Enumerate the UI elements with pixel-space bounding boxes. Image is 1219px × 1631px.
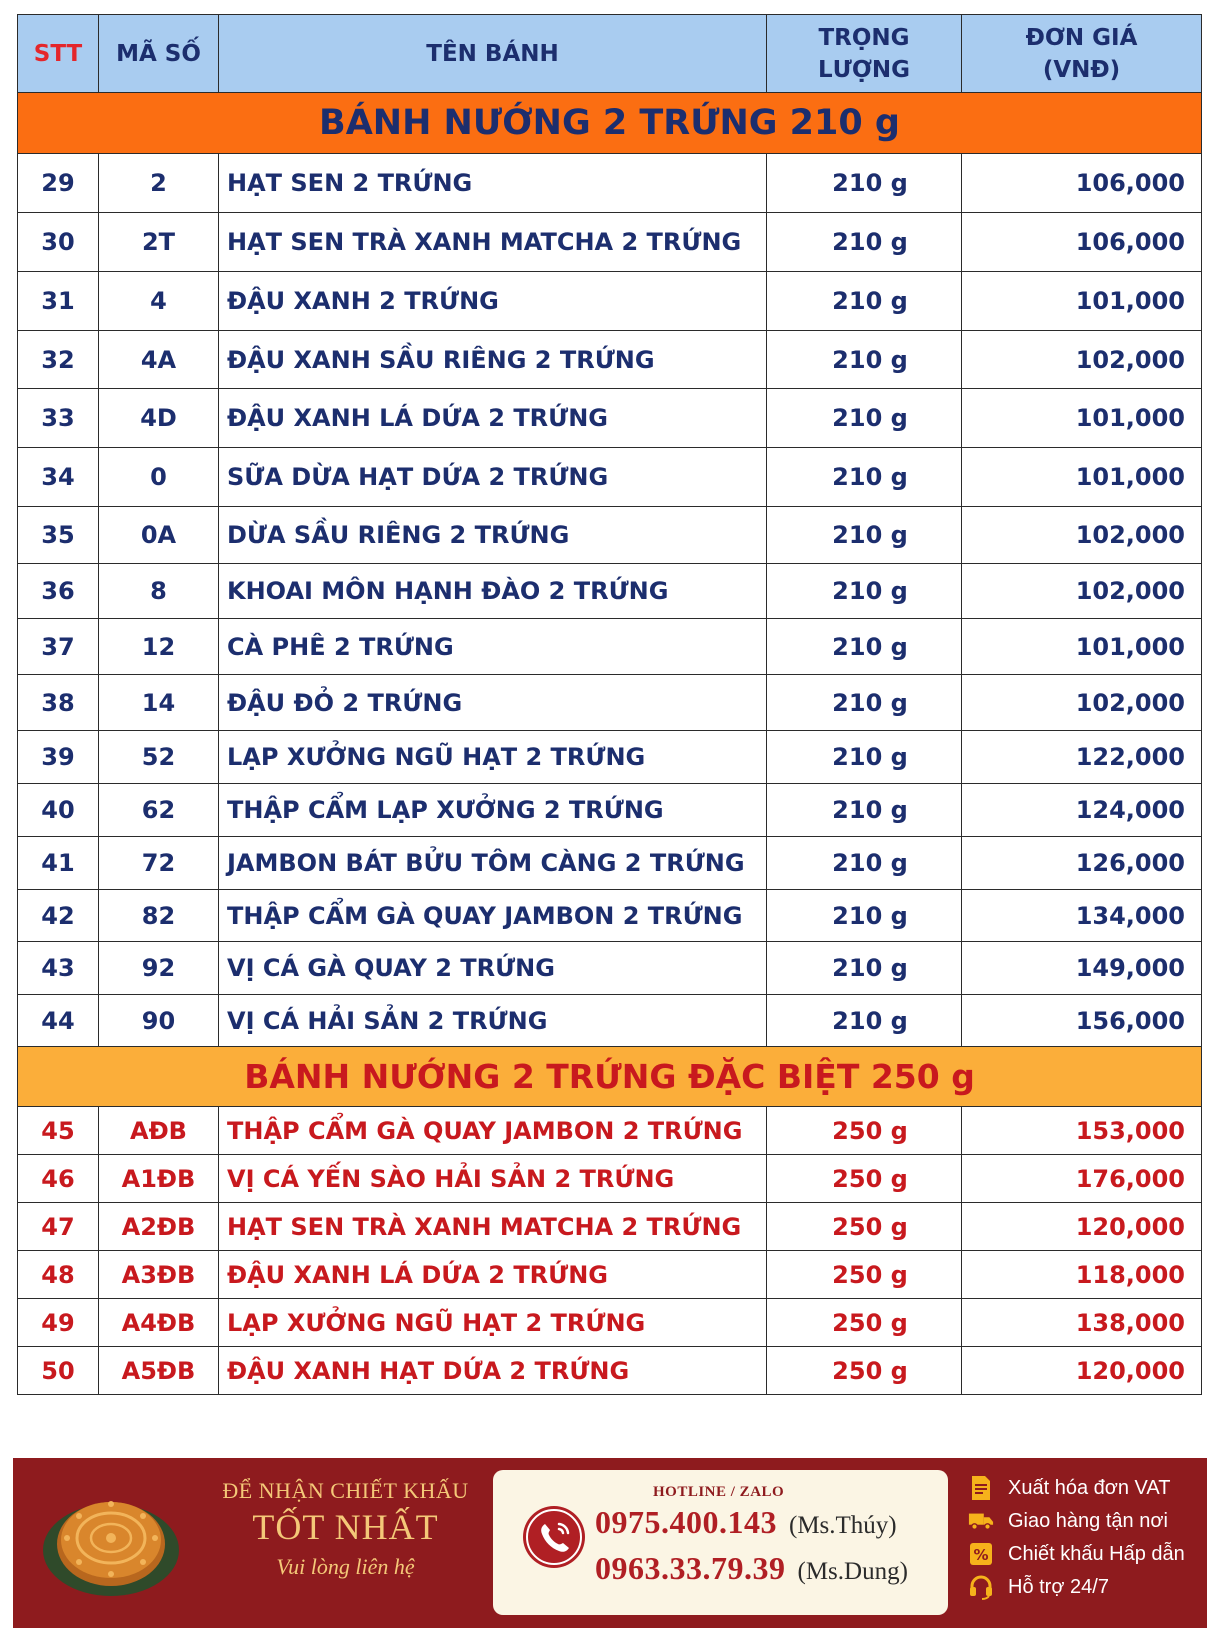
cell-name: VỊ CÁ YẾN SÀO HẢI SẢN 2 TRỨNG <box>219 1155 767 1203</box>
cell-code: 2 <box>99 154 219 213</box>
contact-card <box>493 1470 948 1615</box>
cell-code: 90 <box>99 995 219 1047</box>
cell-code: 0A <box>99 507 219 564</box>
cell-name: THẬP CẨM GÀ QUAY JAMBON 2 TRỨNG <box>219 890 767 942</box>
section2-title: BÁNH NƯỚNG 2 TRỨNG ĐẶC BIỆT 250 g <box>18 1047 1202 1107</box>
cell-stt: 47 <box>18 1203 99 1251</box>
cell-stt: 29 <box>18 154 99 213</box>
cell-stt: 41 <box>18 837 99 890</box>
phone-icon <box>523 1506 585 1568</box>
table-row <box>18 331 1202 389</box>
cell-stt: 32 <box>18 331 99 389</box>
cell-code: 82 <box>99 890 219 942</box>
cell-code: 72 <box>99 837 219 890</box>
table-row <box>18 564 1202 619</box>
table-row <box>18 995 1202 1047</box>
cell-name: SỮA DỪA HẠT DỨA 2 TRỨNG <box>219 448 767 507</box>
cell-price: 102,000 <box>962 564 1202 619</box>
cell-price: 120,000 <box>962 1347 1202 1395</box>
cell-stt: 43 <box>18 942 99 995</box>
cell-code: A2ĐB <box>99 1203 219 1251</box>
cell-name: HẠT SEN TRÀ XANH MATCHA 2 TRỨNG <box>219 213 767 272</box>
cell-code: 4A <box>99 331 219 389</box>
phone-number[interactable]: 0975.400.143 <box>595 1504 777 1540</box>
cell-price: 134,000 <box>962 890 1202 942</box>
cell-name: LẠP XƯỞNG NGŨ HẠT 2 TRỨNG <box>219 1299 767 1347</box>
table-row <box>18 1299 1202 1347</box>
cell-weight: 250 g <box>767 1107 962 1155</box>
cell-code: 4 <box>99 272 219 331</box>
header-code: MÃ SỐ <box>99 15 219 93</box>
cell-price: 101,000 <box>962 619 1202 675</box>
cell-weight: 210 g <box>767 890 962 942</box>
cell-name: ĐẬU ĐỎ 2 TRỨNG <box>219 675 767 731</box>
cell-stt: 45 <box>18 1107 99 1155</box>
cell-name: LẠP XƯỞNG NGŨ HẠT 2 TRỨNG <box>219 731 767 784</box>
header-weight <box>767 15 962 93</box>
cell-code: 12 <box>99 619 219 675</box>
header-price <box>962 15 1202 93</box>
cell-name: HẠT SEN 2 TRỨNG <box>219 154 767 213</box>
service-item <box>968 1571 1203 1603</box>
cell-weight: 210 g <box>767 507 962 564</box>
cell-weight: 210 g <box>767 389 962 448</box>
table-row <box>18 213 1202 272</box>
cell-stt: 40 <box>18 784 99 837</box>
phone-row <box>595 1504 897 1541</box>
table-row <box>18 1107 1202 1155</box>
cell-stt: 33 <box>18 389 99 448</box>
table-row <box>18 784 1202 837</box>
cell-code: A5ĐB <box>99 1347 219 1395</box>
cell-price: 101,000 <box>962 448 1202 507</box>
footer-banner <box>13 1458 1207 1628</box>
cell-weight: 210 g <box>767 837 962 890</box>
svg-text:%: % <box>973 1546 989 1564</box>
cell-stt: 46 <box>18 1155 99 1203</box>
service-item <box>968 1472 1203 1504</box>
delivery-truck-icon <box>968 1508 994 1534</box>
cell-stt: 37 <box>18 619 99 675</box>
section1-title: BÁNH NƯỚNG 2 TRỨNG 210 g <box>18 93 1202 154</box>
table-header-row <box>18 15 1202 93</box>
table-row <box>18 1155 1202 1203</box>
table-row <box>18 389 1202 448</box>
cell-code: 8 <box>99 564 219 619</box>
cell-stt: 36 <box>18 564 99 619</box>
cell-name: ĐẬU XANH SẦU RIÊNG 2 TRỨNG <box>219 331 767 389</box>
invoice-icon <box>968 1475 994 1501</box>
cell-price: 138,000 <box>962 1299 1202 1347</box>
cell-code: 92 <box>99 942 219 995</box>
cell-name: ĐẬU XANH HẠT DỨA 2 TRỨNG <box>219 1347 767 1395</box>
cell-price: 120,000 <box>962 1203 1202 1251</box>
cell-code: A3ĐB <box>99 1251 219 1299</box>
table-row <box>18 1203 1202 1251</box>
cell-price: 101,000 <box>962 389 1202 448</box>
hotline-label: HOTLINE / ZALO <box>653 1484 785 1500</box>
cell-code: 14 <box>99 675 219 731</box>
header-price-line2: (VNĐ) <box>1042 56 1121 83</box>
cell-code: A4ĐB <box>99 1299 219 1347</box>
service-item <box>968 1505 1203 1537</box>
cell-name: JAMBON BÁT BỬU TÔM CÀNG 2 TRỨNG <box>219 837 767 890</box>
cell-price: 106,000 <box>962 154 1202 213</box>
service-item <box>968 1538 1203 1570</box>
cell-stt: 35 <box>18 507 99 564</box>
cell-weight: 210 g <box>767 272 962 331</box>
header-price-line1: ĐƠN GIÁ <box>1025 24 1138 51</box>
cell-price: 176,000 <box>962 1155 1202 1203</box>
cell-price: 102,000 <box>962 675 1202 731</box>
service-label: Hỗ trợ 24/7 <box>1008 1575 1109 1598</box>
cell-weight: 210 g <box>767 784 962 837</box>
promo-line2: TỐT NHẤT <box>252 1507 439 1547</box>
cell-stt: 50 <box>18 1347 99 1395</box>
table-row <box>18 1347 1202 1395</box>
table-row <box>18 619 1202 675</box>
cell-name: VỊ CÁ GÀ QUAY 2 TRỨNG <box>219 942 767 995</box>
cell-weight: 210 g <box>767 942 962 995</box>
cell-stt: 39 <box>18 731 99 784</box>
table-row <box>18 1251 1202 1299</box>
cell-weight: 210 g <box>767 154 962 213</box>
phone-row <box>595 1550 908 1587</box>
cell-weight: 210 g <box>767 675 962 731</box>
table-row <box>18 448 1202 507</box>
cell-weight: 210 g <box>767 619 962 675</box>
services-list <box>968 1472 1203 1604</box>
cell-name: KHOAI MÔN HẠNH ĐÀO 2 TRỨNG <box>219 564 767 619</box>
table-row <box>18 675 1202 731</box>
price-table <box>17 14 1202 1395</box>
cell-code: 52 <box>99 731 219 784</box>
cell-code: AĐB <box>99 1107 219 1155</box>
cell-stt: 48 <box>18 1251 99 1299</box>
cell-stt: 31 <box>18 272 99 331</box>
cell-name: VỊ CÁ HẢI SẢN 2 TRỨNG <box>219 995 767 1047</box>
cell-code: A1ĐB <box>99 1155 219 1203</box>
cell-name: ĐẬU XANH 2 TRỨNG <box>219 272 767 331</box>
phone-number[interactable]: 0963.33.79.39 <box>595 1550 786 1586</box>
section2-title-row <box>18 1047 1202 1107</box>
cell-price: 106,000 <box>962 213 1202 272</box>
cell-code: 2T <box>99 213 219 272</box>
cell-price: 118,000 <box>962 1251 1202 1299</box>
cell-name: THẬP CẨM LẠP XƯỞNG 2 TRỨNG <box>219 784 767 837</box>
headset-icon <box>968 1574 994 1600</box>
table-row <box>18 272 1202 331</box>
section2-rows <box>18 1107 1202 1395</box>
table-row <box>18 507 1202 564</box>
cell-weight: 250 g <box>767 1347 962 1395</box>
table-row <box>18 890 1202 942</box>
table-row <box>18 154 1202 213</box>
cell-weight: 250 g <box>767 1299 962 1347</box>
header-name: TÊN BÁNH <box>219 15 767 93</box>
header-stt: STT <box>18 15 99 93</box>
cell-price: 124,000 <box>962 784 1202 837</box>
cell-weight: 250 g <box>767 1203 962 1251</box>
cell-name: CÀ PHÊ 2 TRỨNG <box>219 619 767 675</box>
promo-line3: Vui lòng liên hệ <box>276 1554 415 1579</box>
cell-price: 156,000 <box>962 995 1202 1047</box>
contact-name: (Ms.Thúy) <box>789 1512 897 1539</box>
promo-text <box>208 1478 483 1580</box>
cell-name: THẬP CẨM GÀ QUAY JAMBON 2 TRỨNG <box>219 1107 767 1155</box>
cell-name: ĐẬU XANH LÁ DỨA 2 TRỨNG <box>219 1251 767 1299</box>
cell-code: 0 <box>99 448 219 507</box>
cell-weight: 210 g <box>767 995 962 1047</box>
cell-stt: 42 <box>18 890 99 942</box>
cell-weight: 250 g <box>767 1155 962 1203</box>
cell-stt: 49 <box>18 1299 99 1347</box>
cell-stt: 38 <box>18 675 99 731</box>
cell-price: 102,000 <box>962 507 1202 564</box>
cell-price: 126,000 <box>962 837 1202 890</box>
service-label: Xuất hóa đơn VAT <box>1008 1476 1171 1499</box>
service-label: Giao hàng tận nơi <box>1008 1509 1168 1532</box>
contact-name: (Ms.Dung) <box>797 1558 908 1585</box>
cell-price: 153,000 <box>962 1107 1202 1155</box>
table-row <box>18 731 1202 784</box>
cell-weight: 210 g <box>767 731 962 784</box>
header-weight-line1: TRỌNG <box>818 24 910 51</box>
cell-weight: 210 g <box>767 331 962 389</box>
cell-price: 122,000 <box>962 731 1202 784</box>
cell-name: DỪA SẦU RIÊNG 2 TRỨNG <box>219 507 767 564</box>
header-weight-line2: LƯỢNG <box>817 56 911 83</box>
cell-stt: 30 <box>18 213 99 272</box>
table-row <box>18 837 1202 890</box>
mooncake-image <box>41 1488 181 1600</box>
cell-name: HẠT SEN TRÀ XANH MATCHA 2 TRỨNG <box>219 1203 767 1251</box>
cell-weight: 210 g <box>767 213 962 272</box>
cell-code: 4D <box>99 389 219 448</box>
cell-price: 149,000 <box>962 942 1202 995</box>
cell-code: 62 <box>99 784 219 837</box>
cell-stt: 34 <box>18 448 99 507</box>
cell-name: ĐẬU XANH LÁ DỨA 2 TRỨNG <box>219 389 767 448</box>
cell-weight: 210 g <box>767 564 962 619</box>
cell-weight: 250 g <box>767 1251 962 1299</box>
promo-line1: ĐỂ NHẬN CHIẾT KHẤU <box>222 1478 469 1503</box>
section1-title-row <box>18 93 1202 154</box>
section1-rows <box>18 154 1202 1047</box>
cell-price: 102,000 <box>962 331 1202 389</box>
cell-price: 101,000 <box>962 272 1202 331</box>
table-row <box>18 942 1202 995</box>
cell-weight: 210 g <box>767 448 962 507</box>
discount-percent-icon <box>968 1541 994 1567</box>
cell-stt: 44 <box>18 995 99 1047</box>
service-label: Chiết khấu Hấp dẫn <box>1008 1542 1185 1565</box>
